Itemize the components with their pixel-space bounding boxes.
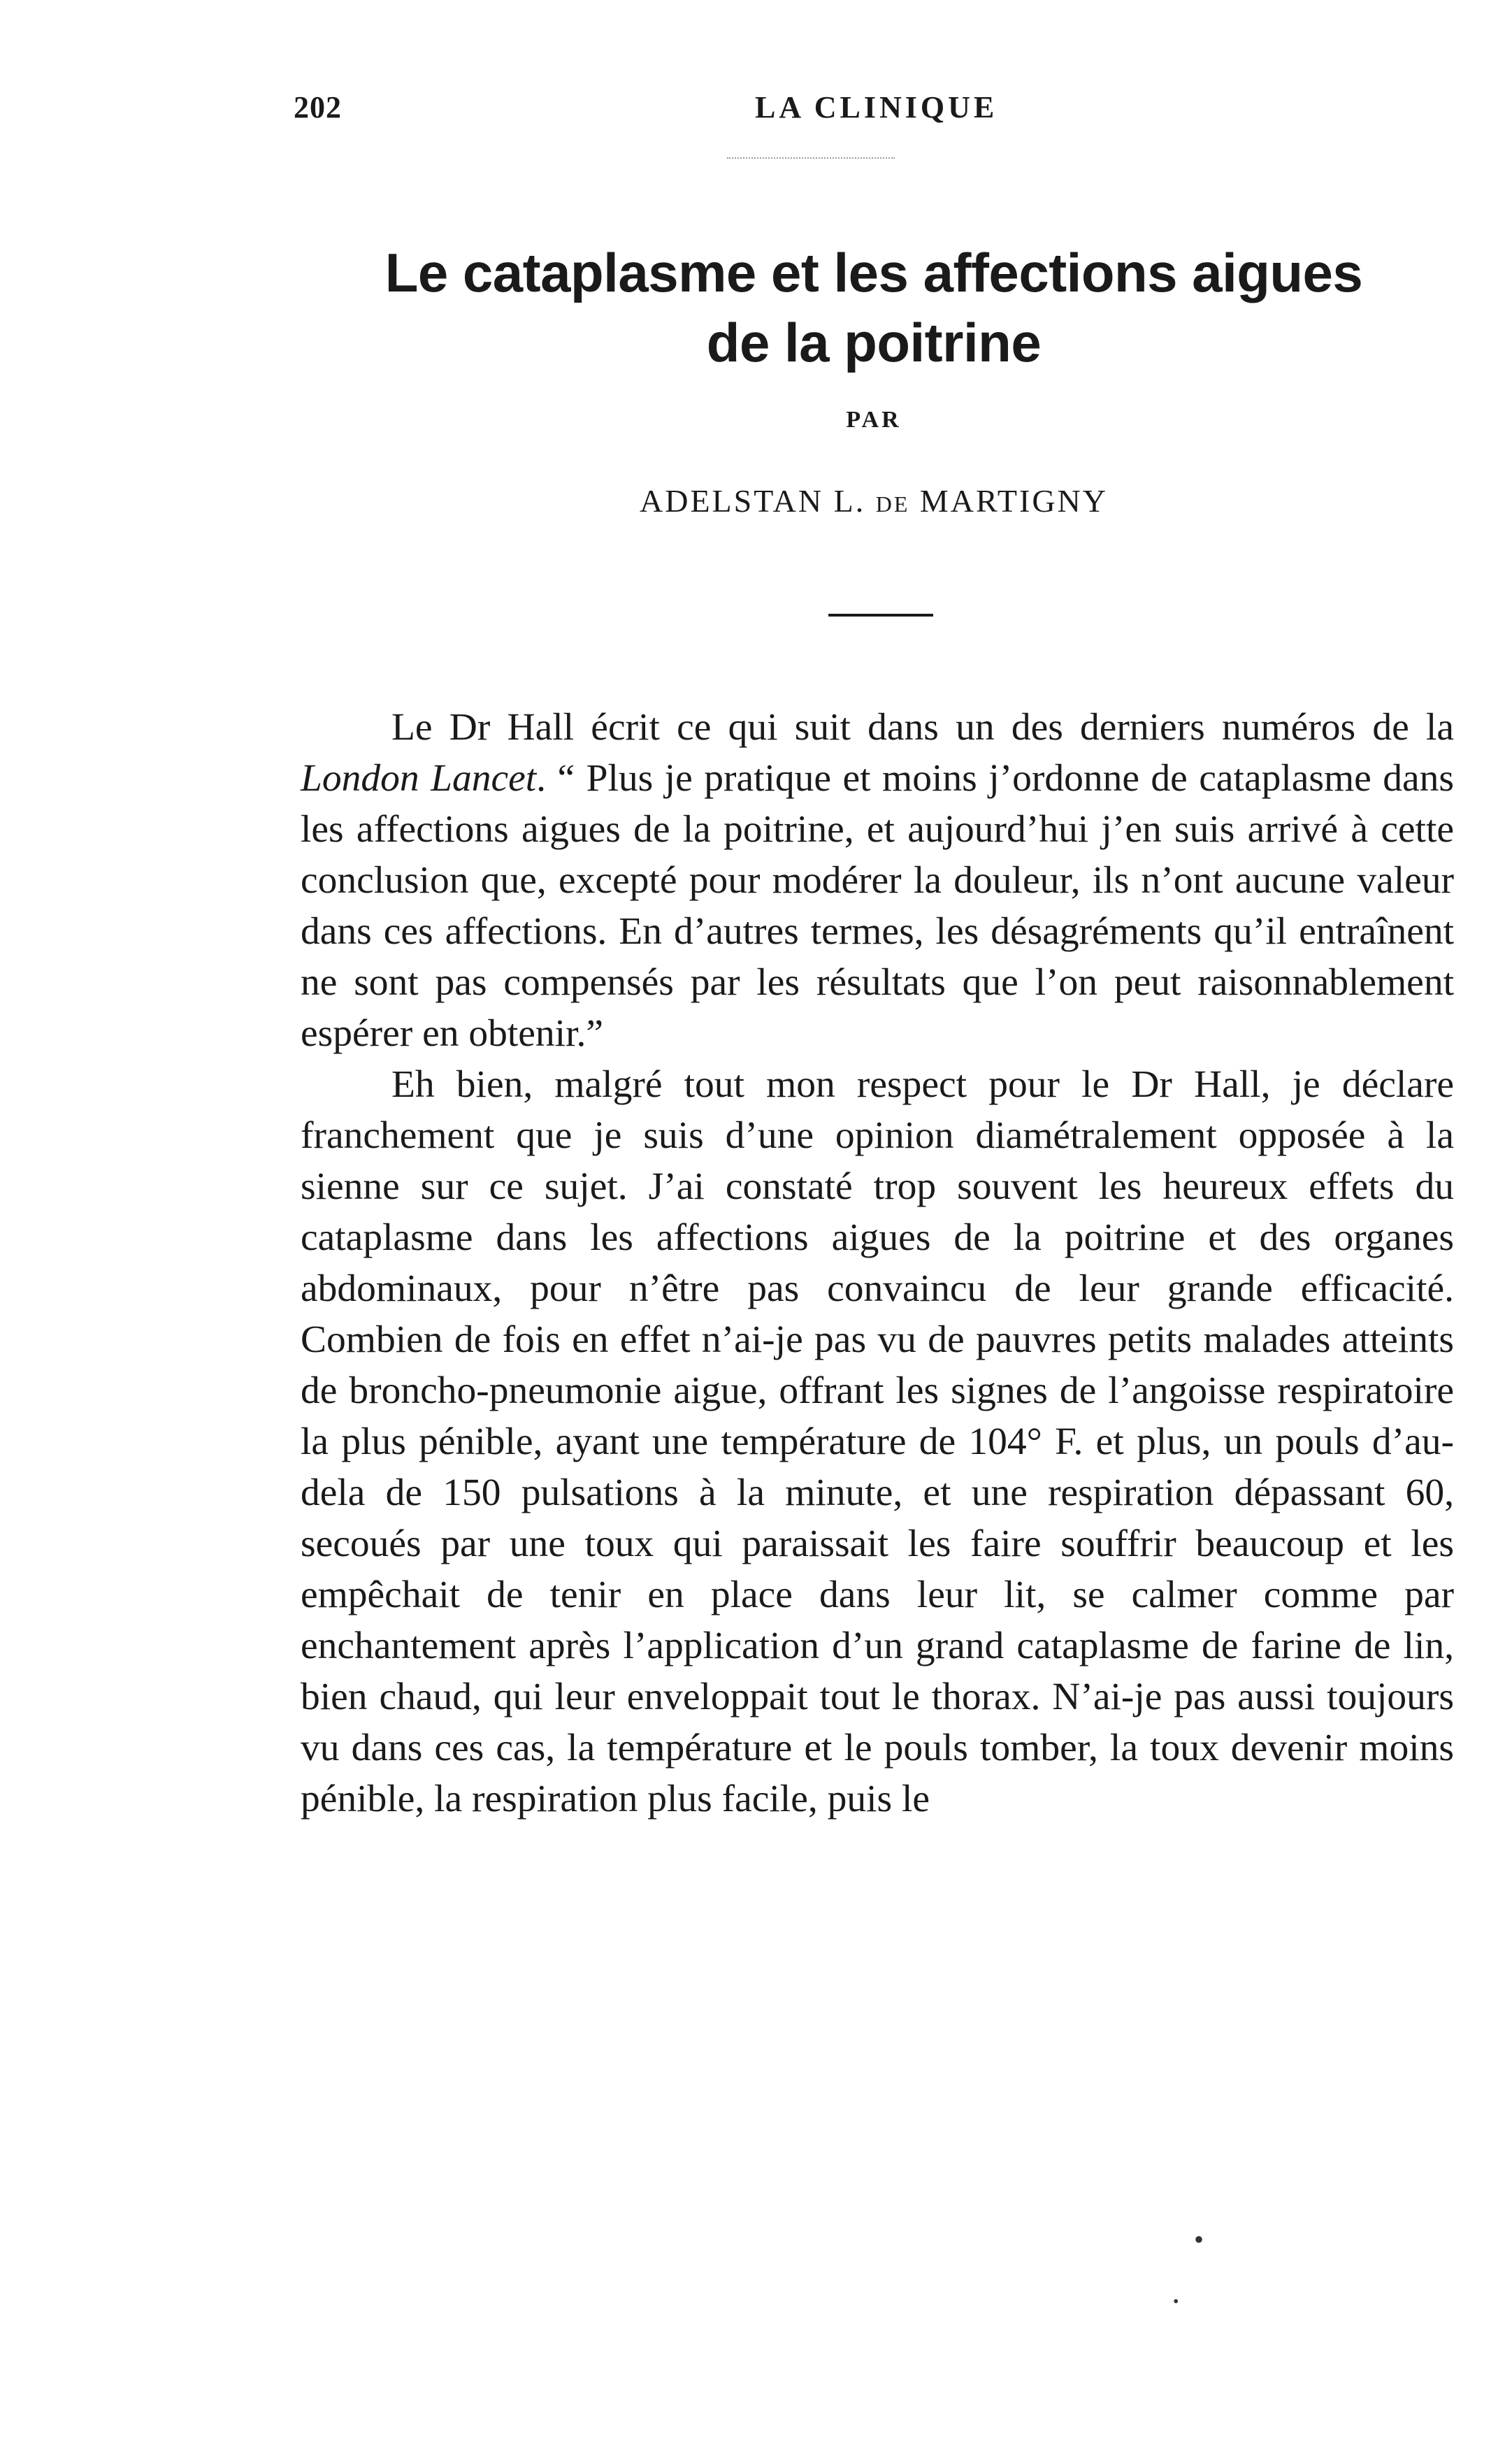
- print-speck: •: [1194, 2224, 1204, 2255]
- paragraph-1-start: Le Dr Hall écrit ce qui suit dans un des derniers numéros de la: [391, 706, 1454, 749]
- page-number: 202: [294, 90, 342, 124]
- author-first-name: ADELSTAN L.: [640, 483, 866, 519]
- paragraph-1: [301, 702, 1454, 1059]
- paragraph-2: Eh bien, malgré tout mon respect pour le Dr Hall, je déclare franchement que je suis d’une opinion diamétralement opposée à la sienne sur ce sujet. J’ai constaté trop souvent les heureux effets du cataplasme dans les affections aigues de la poitrine et des organes abdominaux, pour n’être pas convaincu de leur grande efficacité. Combien de fois en effet n’ai-je pas vu de pauvres petits malades atteints de broncho-pneumonie aigue, offrant les signes de l’angoisse respiratoire la plus pénible, ayant une température de 104° F. et plus, un pouls d’au-dela de 150 pulsations à la minute, et une respiration dépassant 60, secoués par une toux qui paraissait les faire souffrir beaucoup et les empêchait de tenir en place dans leur lit, se calmer comme par enchantement après l’application d’un grand cataplasme de farine de lin, bien chaud, qui leur enveloppait tout le thorax. N’ai-je pas aussi toujours vu dans ces cas, la température et le pouls tomber, la toux devenir moins pénible, la respiration plus facile, puis le: [301, 1063, 1454, 1820]
- article-body: [301, 702, 1454, 1824]
- print-speck: •: [1173, 2293, 1179, 2311]
- article-title-line-1: Le cataplasme et les affections aigues: [384, 242, 1363, 303]
- author-name: [294, 482, 1454, 519]
- journal-title: LA CLINIQUE: [755, 90, 998, 124]
- author-last-name: MARTIGNY: [919, 483, 1108, 519]
- section-divider: [828, 614, 933, 617]
- publication-name: London Lancet: [301, 757, 537, 800]
- header-divider: [727, 157, 895, 159]
- byline-prefix: PAR: [846, 407, 902, 433]
- article-title: [294, 238, 1454, 377]
- author-particle: DE: [875, 491, 910, 517]
- paragraph-1-rest: . “ Plus je pratique et moins j’ordonne de cataplasme dans les affections aigues de la poitrine, et aujourd’hui j’en suis arrivé à cette conclusion que, excepté pour modérer la douleur, ils n’ont aucune valeur dans ces affections. En d’autres termes, les désagréments qu’il entraînent ne sont pas compensés par les résultats que l’on peut raisonnablement espérer en obtenir.”: [301, 757, 1454, 1055]
- running-head: [294, 89, 1454, 138]
- article-title-line-2: de la poitrine: [706, 312, 1042, 373]
